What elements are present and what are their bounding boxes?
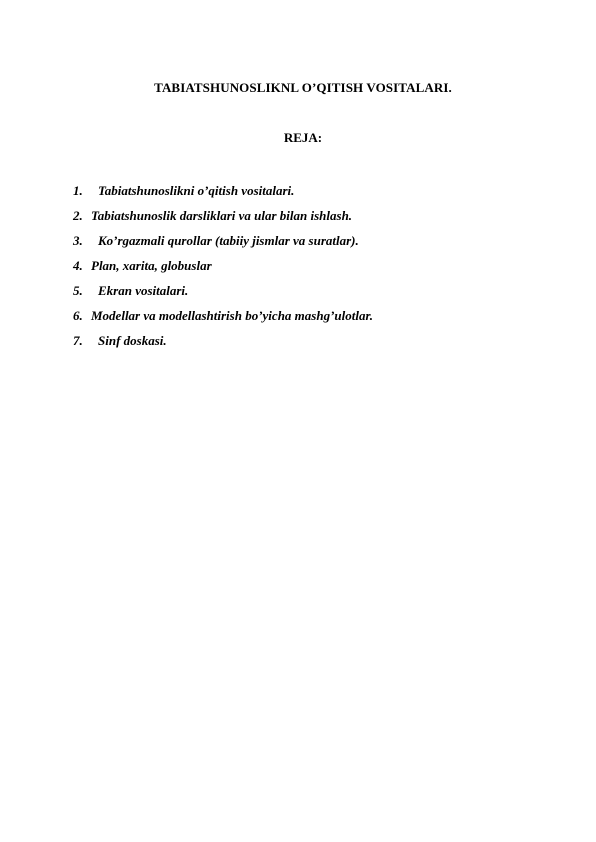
plan-item-2 bbox=[73, 203, 373, 228]
plan-list bbox=[73, 178, 373, 353]
plan-item-number: 4. bbox=[73, 258, 83, 273]
plan-item-number: 1. bbox=[73, 183, 83, 198]
plan-item-number: 6. bbox=[73, 308, 83, 323]
plan-item-5 bbox=[73, 278, 373, 303]
plan-item-number: 5. bbox=[73, 283, 83, 298]
plan-item-1 bbox=[73, 178, 373, 203]
plan-item-text: Plan, xarita, globuslar bbox=[91, 258, 212, 273]
plan-item-text: Sinf doskasi. bbox=[98, 333, 167, 348]
plan-heading: REJA: bbox=[283, 130, 323, 145]
document-title: TABIATSHUNOSLIKNL O’QITISH VOSITALARI. bbox=[154, 80, 452, 95]
plan-item-text: Ko’rgazmali qurollar (tabiiy jismlar va suratlar). bbox=[98, 233, 359, 248]
plan-item-number: 7. bbox=[73, 333, 83, 348]
plan-item-4 bbox=[73, 253, 373, 278]
plan-item-text: Modellar va modellashtirish bo’yicha mashg’ulotlar. bbox=[91, 308, 374, 323]
plan-item-text: Tabiatshunoslik darsliklari va ular bilan ishlash. bbox=[91, 208, 353, 223]
plan-item-text: Ekran vositalari. bbox=[98, 283, 189, 298]
plan-item-6 bbox=[73, 303, 373, 328]
plan-item-number: 2. bbox=[73, 208, 83, 223]
plan-item-number: 3. bbox=[73, 233, 83, 248]
plan-item-text: Tabiatshunoslikni o’qitish vositalari. bbox=[98, 183, 295, 198]
plan-item-3 bbox=[73, 228, 373, 253]
plan-item-7 bbox=[73, 328, 373, 353]
